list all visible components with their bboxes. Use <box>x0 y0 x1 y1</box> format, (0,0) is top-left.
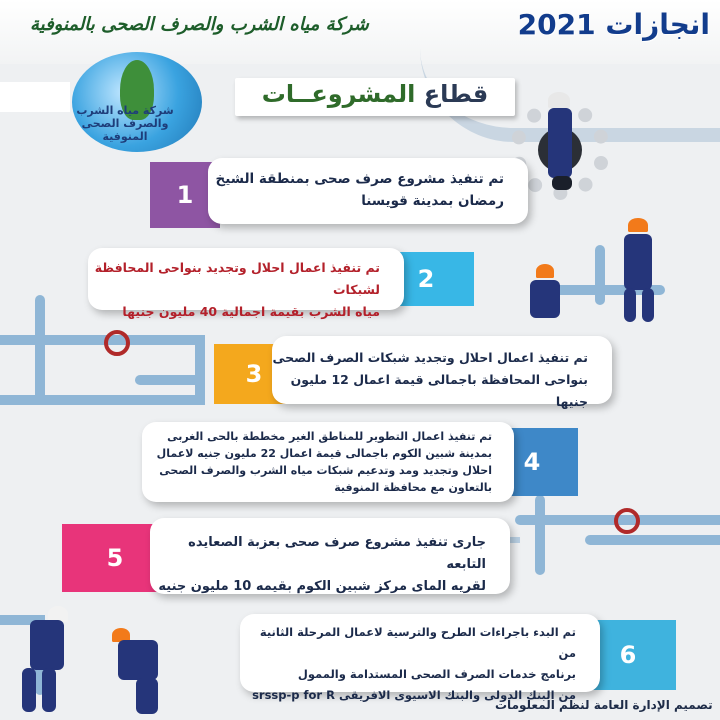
pipe-valve-icon <box>614 508 640 534</box>
left-strip <box>0 82 70 112</box>
item-1-text <box>216 168 504 212</box>
company-name: شركة مياه الشرب والصرف الصحى بالمنوفية <box>30 14 369 35</box>
item-4-line2: بمدينة شبين الكوم باجمالى قيمة اعمال 22 مليون جنيه لاعمال <box>156 447 492 460</box>
item-3-number: 3 <box>245 360 263 388</box>
item-4-line1: تم تنفيذ اعمال التطوير للمناطق الغير مخططة بالحى الغربى <box>167 430 492 443</box>
item-2-card <box>88 248 404 319</box>
logo-line2: والصرف الصحى المنوفية <box>81 117 169 143</box>
item-1-line2: رمضان بمدينة قويسنا <box>361 193 504 209</box>
item-1-card <box>208 158 528 224</box>
sector-prefix: قطاع <box>423 80 489 108</box>
item-2-line2: مياه الشرب بقيمة اجمالية 40 مليون جنيها <box>122 304 380 319</box>
achievements-title: انجازات 2021 <box>517 8 710 41</box>
item-6-line1: تم البدء باجراءات الطرح والترسية لاعمال المرحلة الثانية من <box>259 625 576 660</box>
item-4-line4: بالتعاون مع محافظة المنوفية <box>334 481 492 494</box>
logo-line1: شركة مياه الشرب <box>76 104 174 117</box>
logo-text <box>70 104 180 143</box>
item-4-line3: احلال وتجديد ومد وتدعيم شبكات مياه الشرب والصرف الصحى <box>159 464 492 477</box>
item-2-line1: تم تنفيذ اعمال احلال وتجديد بنواحى المحافظة لشبكات <box>94 260 380 297</box>
item-5-line2: لقريه الماى مركز شبين الكوم بقيمه 10 مليون جنيه <box>158 579 486 594</box>
item-5-number: 5 <box>106 544 124 572</box>
item-6-text <box>240 622 576 706</box>
item-1-number: 1 <box>176 181 194 209</box>
sector-title <box>235 80 515 108</box>
item-3-line1: تم تنفيذ اعمال احلال وتجديد شبكات الصرف الصحى <box>272 350 588 365</box>
sector-highlight: المشروعــات <box>261 80 416 108</box>
pipe-valve-icon <box>104 330 130 356</box>
item-2-number: 2 <box>417 265 435 293</box>
item-5-line1: جارى تنفيذ مشروع صرف صحى بعزبة الصعايده التابعه <box>188 535 486 572</box>
item-6-number: 6 <box>619 641 637 669</box>
item-2-text <box>88 257 380 323</box>
item-1-line1: تم تنفيذ مشروع صرف صحى بمنطقة الشيخ <box>215 171 504 187</box>
item-5-card <box>150 518 510 594</box>
footer-credit: تصميم الإدارة العامة لنظم المعلومات <box>495 698 713 712</box>
item-4-card <box>142 422 514 502</box>
item-4-number: 4 <box>523 448 541 476</box>
item-6-line2: برنامج خدمات الصرف الصحى المستدامة والممول <box>297 667 576 681</box>
item-3-line2: بنواحى المحافظة باجمالى قيمة اعمال 12 مليون جنيها <box>290 372 588 409</box>
item-5-text <box>150 532 486 598</box>
item-6-line3: من البنك الدولى والبنك الاسيوى الافريقى srssp-p for R <box>252 688 576 702</box>
item-3-card <box>272 336 612 409</box>
item-4-text <box>157 428 492 496</box>
item-6-card <box>240 614 600 702</box>
item-3-text <box>272 347 588 413</box>
